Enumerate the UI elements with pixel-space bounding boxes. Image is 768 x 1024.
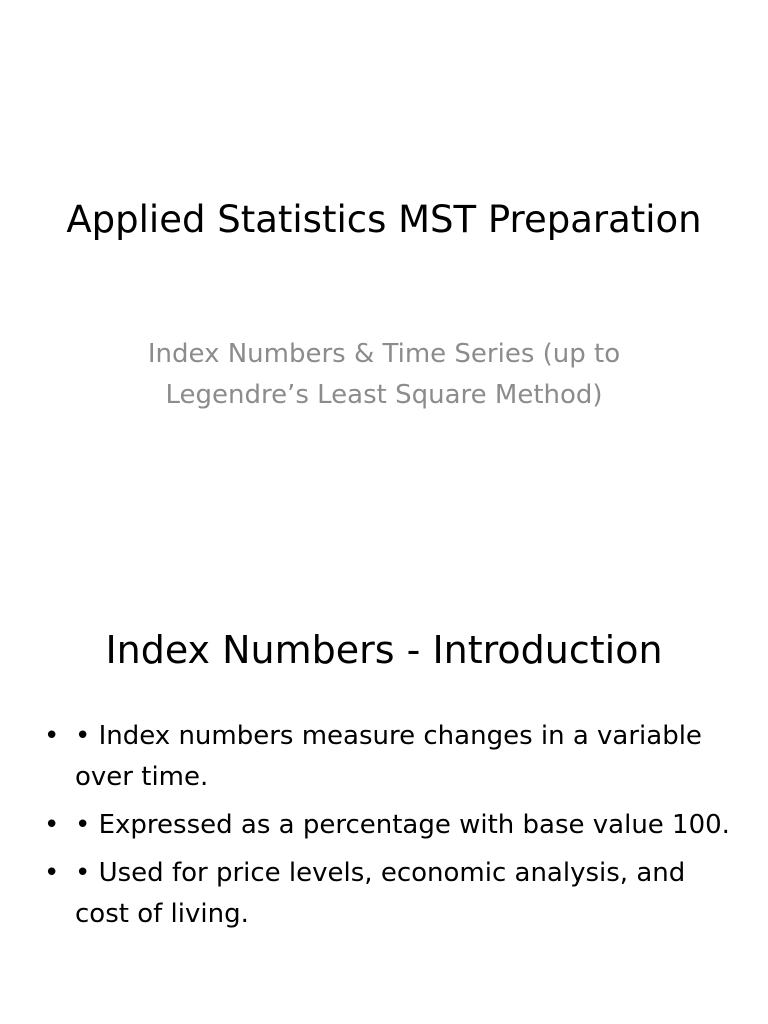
bullet-item: [40, 853, 730, 935]
content-slide: [0, 512, 768, 1024]
bullet-text: • Index numbers measure changes in a variable over time.: [75, 721, 702, 792]
bullet-marker: •: [44, 858, 60, 888]
bullet-item: [40, 716, 730, 798]
slide-title: Applied Statistics MST Preparation: [66, 198, 702, 241]
bullet-text: • Expressed as a percentage with base value 100.: [75, 810, 730, 840]
bullet-marker: •: [44, 810, 60, 840]
slide-heading: Index Numbers - Introduction: [105, 628, 663, 672]
bullet-marker: •: [44, 721, 60, 751]
bullet-list: [40, 716, 730, 942]
bullet-text: • Used for price levels, economic analysis, and cost of living.: [75, 858, 686, 929]
slide-subtitle: Index Numbers & Time Series (up to Legendre’s Least Square Method): [147, 339, 621, 410]
bullet-item: [40, 805, 730, 846]
